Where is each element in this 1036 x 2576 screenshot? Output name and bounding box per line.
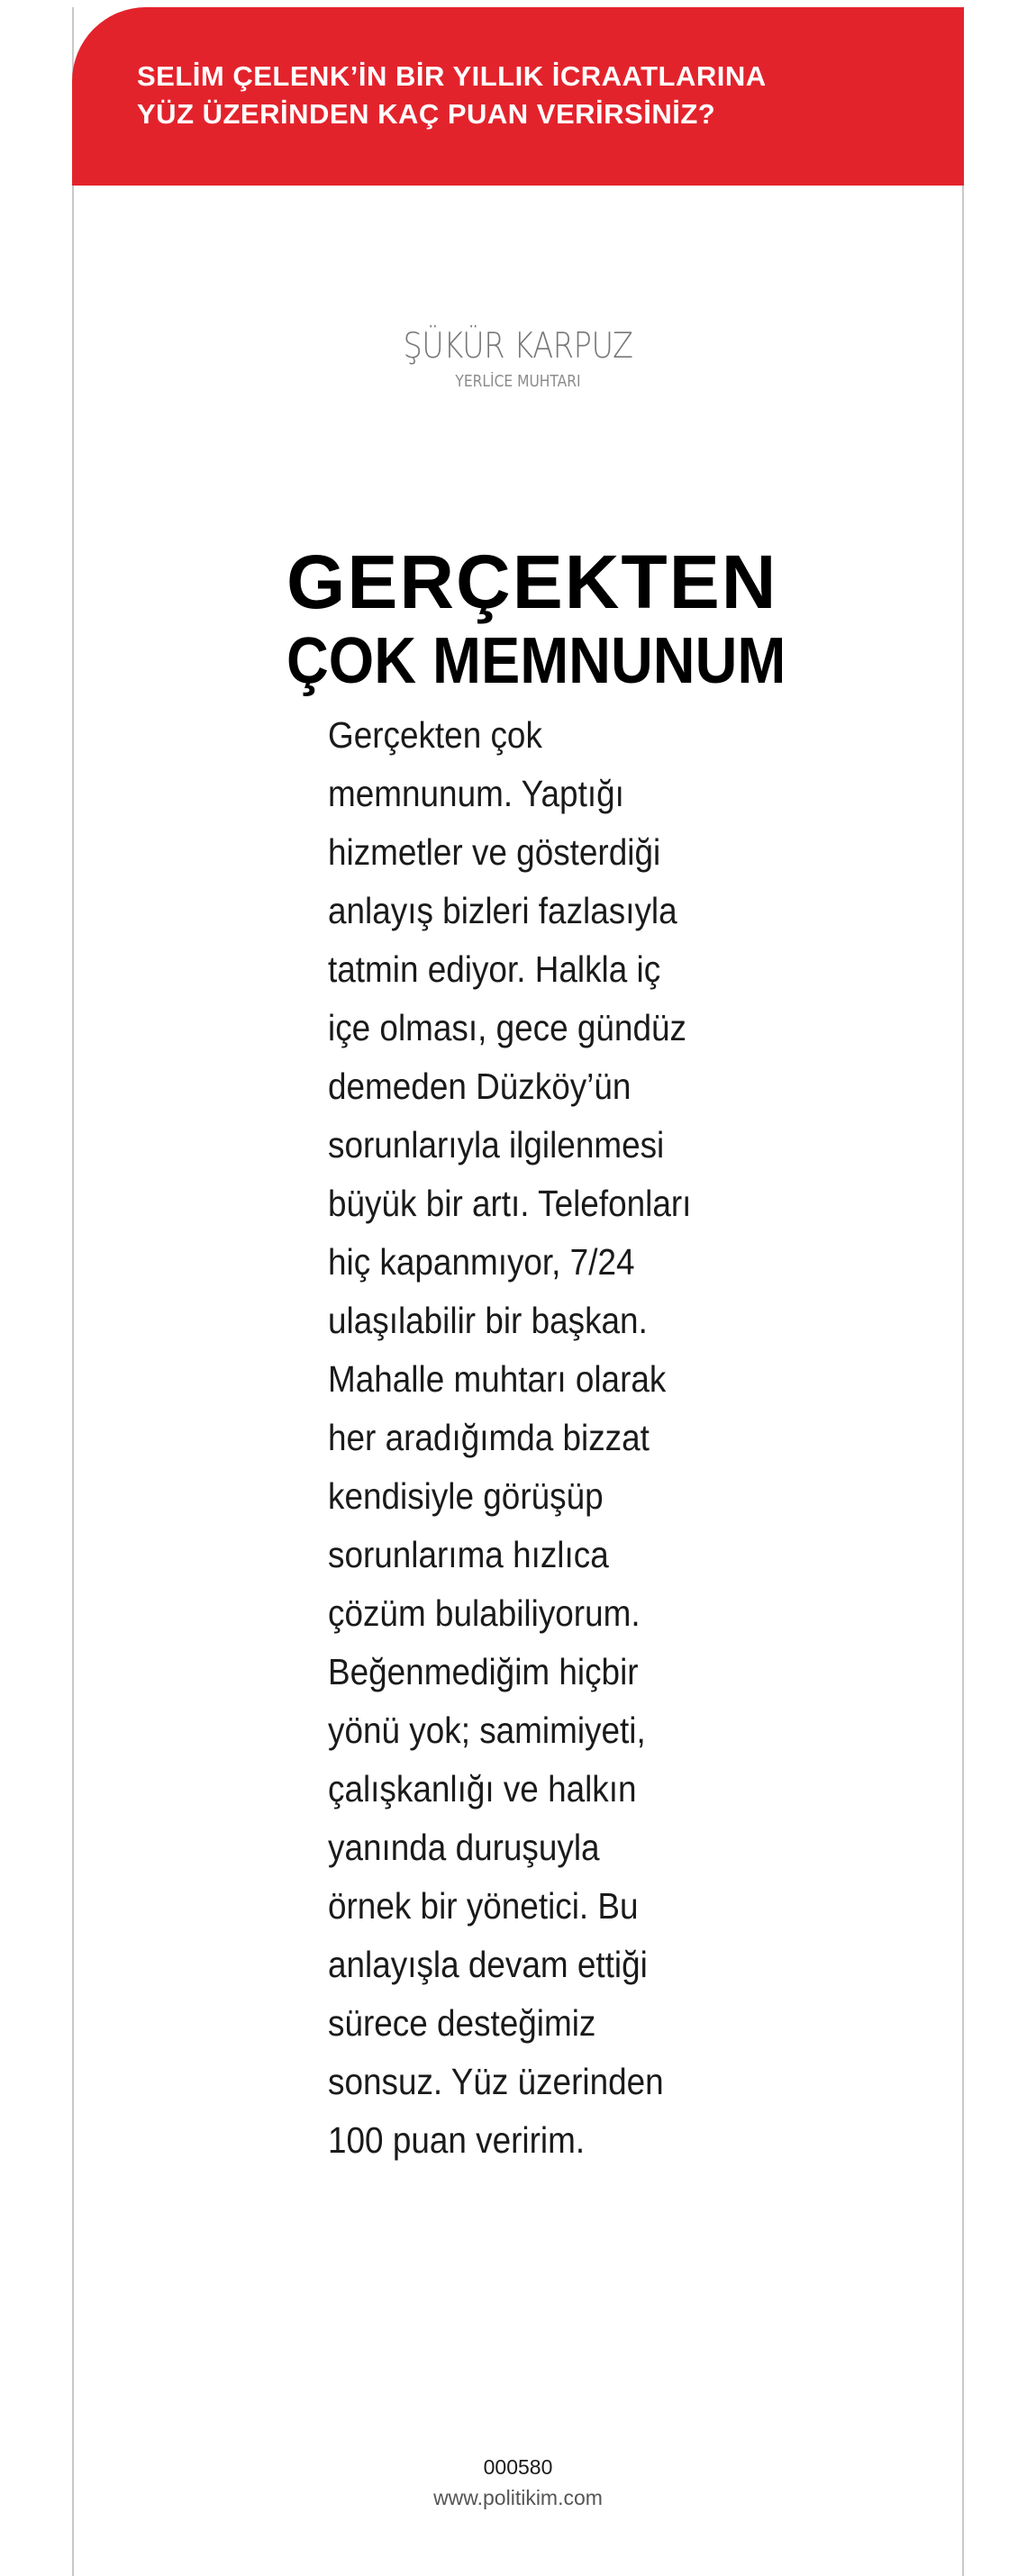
- question-banner: [72, 7, 964, 186]
- body-line: örnek bir yönetici. Bu: [328, 1885, 639, 1927]
- body-line: yanında duruşuyla: [328, 1827, 600, 1868]
- byline: [72, 324, 964, 395]
- body-line: sorunlarıyla ilgilenmesi: [328, 1124, 665, 1166]
- body-line: çözüm bulabiliyorum.: [328, 1592, 641, 1634]
- body-line: çalışkanlığı ve halkın: [328, 1768, 637, 1810]
- question-line-2: YÜZ ÜZERİNDEN KAÇ PUAN VERİRSİNİZ?: [137, 98, 716, 130]
- document-code: 000580: [483, 2455, 553, 2479]
- headline: [286, 539, 845, 697]
- body-line: memnunum. Yaptığı: [328, 773, 624, 814]
- body-line: sorunlarıma hızlıca: [328, 1534, 609, 1575]
- body-line: tatmin ediyor. Halkla iç: [328, 948, 661, 990]
- body-line: yönü yok; samimiyeti,: [328, 1710, 646, 1751]
- body-line: anlayışla devam ettiği: [328, 1944, 648, 1985]
- body-line: sürece desteğimiz: [328, 2002, 596, 2044]
- article-body: [328, 706, 778, 2170]
- site-url: www.politikim.com: [433, 2486, 603, 2509]
- body-line: Gerçekten çok: [328, 714, 542, 756]
- body-line: Beğenmediğim hiçbir: [328, 1651, 639, 1692]
- body-line: sonsuz. Yüz üzerinden: [328, 2061, 664, 2102]
- body-line: içe olması, gece gündüz: [328, 1007, 686, 1048]
- body-line: hiç kapanmıyor, 7/24: [328, 1241, 635, 1283]
- body-line: hizmetler ve gösterdiği: [328, 831, 661, 873]
- body-line: anlayış bizleri fazlasıyla: [328, 890, 677, 931]
- body-line: her aradığımda bizzat: [328, 1417, 650, 1458]
- headline-line-1: GERÇEKTEN: [286, 540, 778, 624]
- body-line: 100 puan veririm.: [328, 2119, 586, 2161]
- headline-line-2: ÇOK MEMNUNUM: [286, 625, 786, 697]
- author-title: YERLİCE MUHTARI: [455, 372, 581, 391]
- footer: [72, 2452, 964, 2513]
- body-line: kendisiyle görüşüp: [328, 1475, 604, 1517]
- body-line: demeden Düzköy’ün: [328, 1066, 632, 1107]
- body-line: ulaşılabilir bir başkan.: [328, 1300, 648, 1341]
- author-name: ŞÜKÜR KARPUZ: [403, 326, 633, 367]
- body-line: Mahalle muhtarı olarak: [328, 1358, 667, 1400]
- body-line: büyük bir artı. Telefonları: [328, 1183, 692, 1224]
- question-line-1: SELİM ÇELENK’İN BİR YILLIK İCRAATLARINA: [137, 60, 767, 92]
